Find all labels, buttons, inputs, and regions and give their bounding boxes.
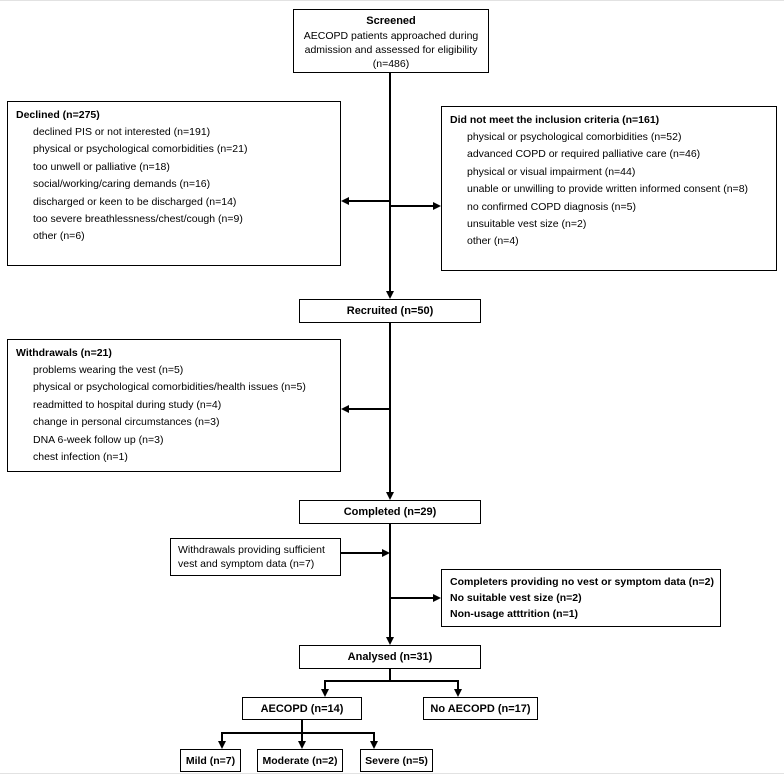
arrowhead-into-analysed [386,637,394,645]
declined-item: discharged or keen to be discharged (n=14) [33,195,237,208]
aecopd-label: AECOPD (n=14) [260,702,344,715]
arrowhead-into-completers-no-data [433,594,441,602]
withdrawals-item: DNA 6-week follow up (n=3) [33,433,164,446]
arrowhead-from-withdrawals-providing [382,549,390,557]
completers-line: No suitable vest size (n=2) [450,592,582,604]
arrowhead-into-aecopd [321,689,329,697]
completers-line: Completers providing no vest or symptom data (n=2) [450,576,715,588]
declined-item: declined PIS or not interested (n=191) [33,126,211,138]
completed-box [299,500,481,524]
connector-analysed-branch [324,680,459,682]
connector-to-completers-no-data [390,597,433,599]
connector-to-inclusion-criteria [390,205,433,207]
withdrawals-providing-box [170,538,341,576]
connector-completed-to-analysed [389,524,391,637]
declined-item: physical or psychological comorbidities (n=21) [33,143,248,156]
withdrawals-providing-line1: Withdrawals providing sufficient [178,544,325,556]
severe-label: Severe (n=5) [365,754,428,767]
screened-count: (n=486) [372,58,410,70]
withdrawals-item: physical or psychological comorbidities/health issues (n=5) [33,381,306,394]
arrowhead-into-moderate [298,741,306,749]
arrowhead-into-declined [341,197,349,205]
no-aecopd-label: No AECOPD (n=17) [430,702,531,715]
declined-header: Declined (n=275) [16,109,100,121]
withdrawals-item: change in personal circumstances (n=3) [33,416,220,429]
inclusion-criteria-header: Did not meet the inclusion criteria (n=161) [450,114,660,126]
inclusion-criteria-item: unable or unwilling to provide written informed consent (n=8) [467,183,749,196]
recruited-box [299,299,481,323]
connector-to-declined [349,200,390,202]
connector-severity-branch [221,732,375,734]
withdrawals-item: chest infection (n=1) [33,451,128,464]
declined-item: too severe breathlessness/chest/cough (n=9) [33,213,243,226]
screened-title: Screened [366,15,416,27]
arrowhead-into-severe [370,741,378,749]
screened-box [293,9,489,73]
inclusion-criteria-item: advanced COPD or required palliative care (n=46) [467,148,701,161]
analysed-box [299,645,481,669]
declined-item: too unwell or palliative (n=18) [33,160,170,173]
connector-from-withdrawals-providing [341,552,383,554]
inclusion-criteria-item: no confirmed COPD diagnosis (n=5) [467,200,636,213]
arrowhead-into-mild [218,741,226,749]
screened-line1: AECOPD patients approached during [303,30,479,42]
arrowhead-into-inclusion-criteria [433,202,441,210]
screened-line2: admission and assessed for eligibility [304,44,478,56]
withdrawals-item: problems wearing the vest (n=5) [33,364,184,376]
moderate-box [257,749,343,772]
withdrawals-providing-line2: vest and symptom data (n=7) [178,558,315,570]
declined-item: social/working/caring demands (n=16) [33,178,211,191]
arrowhead-into-completed [386,492,394,500]
declined-item: other (n=6) [33,230,85,243]
mild-label: Mild (n=7) [185,754,236,767]
analysed-label: Analysed (n=31) [347,651,433,663]
severe-box [360,749,433,772]
connector-screened-to-recruited [389,73,391,292]
inclusion-criteria-item: other (n=4) [467,235,519,248]
inclusion-criteria-item: unsuitable vest size (n=2) [467,218,587,231]
inclusion-criteria-box [441,106,777,271]
completers-line: Non-usage atttrition (n=1) [450,608,579,620]
completers-no-data-box [441,569,721,627]
arrowhead-into-withdrawals [341,405,349,413]
arrowhead-into-no-aecopd [454,689,462,697]
aecopd-box [242,697,362,720]
inclusion-criteria-item: physical or psychological comorbidities (n=52) [467,131,682,143]
withdrawals-item: readmitted to hospital during study (n=4) [33,398,222,411]
connector-to-withdrawals [349,408,390,410]
no-aecopd-box [423,697,538,720]
recruited-label: Recruited (n=50) [346,305,434,317]
withdrawals-box [7,339,341,472]
mild-box [180,749,241,772]
moderate-label: Moderate (n=2) [262,754,338,767]
withdrawals-header: Withdrawals (n=21) [16,347,112,359]
declined-box [7,101,341,266]
inclusion-criteria-item: physical or visual impairment (n=44) [467,165,636,178]
arrowhead-into-recruited [386,291,394,299]
completed-label: Completed (n=29) [343,506,437,518]
